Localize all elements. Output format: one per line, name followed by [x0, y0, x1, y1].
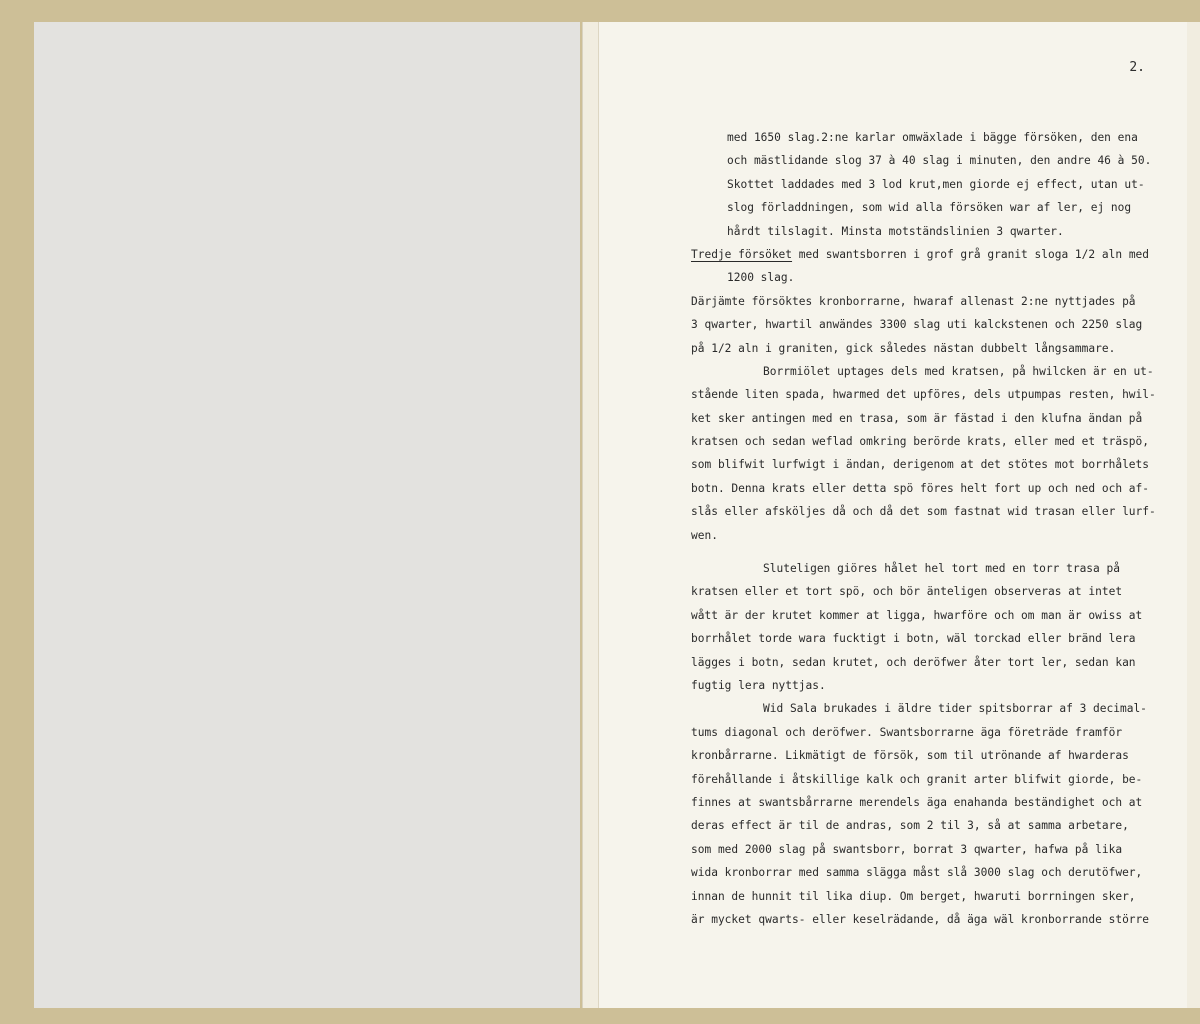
paragraph-gap — [691, 547, 1161, 557]
text-line-content: kronbårrarne. Likmätigt de försök, som til utrönande af hwarderas — [691, 749, 1129, 763]
left-page-bleed-through — [184, 92, 564, 972]
text-line-content: lägges i botn, sedan krutet, och deröfwer åter tort ler, sedan kan — [691, 655, 1136, 669]
page-stack-edge — [582, 22, 599, 1008]
text-line-content: Skottet laddades med 3 lod krut,men giorde ej effect, utan ut- — [727, 177, 1145, 191]
text-line — [691, 477, 1161, 500]
text-line-content: 3 qwarter, hwartil anwändes 3300 slag uti kalckstenen och 2250 slag — [691, 318, 1143, 332]
text-line — [691, 861, 1161, 884]
text-line — [691, 838, 1161, 861]
text-line-content: med 1650 slag.2:ne karlar omwäxlade i bägge försöken, den ena — [727, 131, 1138, 144]
text-line — [691, 651, 1161, 674]
text-line — [691, 604, 1161, 627]
text-line-content: kratsen och sedan weflad omkring berörde krats, eller med et träspö, — [691, 435, 1150, 449]
text-line-content: med swantsborren i grof grå granit sloga 1/2 aln med — [792, 247, 1150, 261]
text-line-content: wått är der krutet kommer at ligga, hwarföre och om man är owiss at — [691, 608, 1143, 622]
text-line — [691, 337, 1161, 360]
typewritten-text — [691, 126, 1161, 931]
text-line-content: stående liten spada, hwarmed det upföres, dels utpumpas resten, hwil- — [691, 388, 1156, 402]
text-line — [691, 524, 1161, 547]
underlined-heading: Tredje försöket — [691, 247, 793, 261]
text-line — [691, 768, 1161, 791]
text-line — [691, 557, 1161, 580]
left-page — [34, 22, 580, 1008]
text-line — [691, 500, 1161, 523]
text-line-content: wida kronborrar med samma slägga måst slå 3000 slag och derutöfwer, — [691, 866, 1143, 880]
text-line-content: kratsen eller et tort spö, och bör änteligen observeras at intet — [691, 585, 1123, 599]
text-line-content: Borrmiölet uptages dels med kratsen, på hwilcken är en ut- — [763, 364, 1154, 378]
text-line — [691, 674, 1161, 697]
text-line-content: fugtig lera nyttjas. — [691, 678, 826, 692]
text-line-content: Sluteligen giöres hålet hel tort med en torr trasa på — [763, 562, 1120, 576]
text-line — [691, 360, 1161, 383]
text-line — [691, 313, 1161, 336]
text-line-content: hårdt tilslagit. Minsta motständslinien 3 qwarter. — [727, 224, 1064, 238]
text-line — [691, 721, 1161, 744]
page-stack-edge-right — [1186, 22, 1200, 1008]
text-line — [691, 814, 1161, 837]
text-line-content: som med 2000 slag på swantsborr, borrat 3 qwarter, hafwa på lika — [691, 842, 1123, 856]
text-line — [691, 196, 1161, 219]
text-line — [691, 453, 1161, 476]
text-line-content: Wid Sala brukades i äldre tider spitsborrar af 3 decimal- — [763, 702, 1147, 716]
text-line-content: och mästlidande slog 37 à 40 slag i minuten, den andre 46 à 50. — [727, 154, 1152, 168]
text-line — [691, 407, 1161, 430]
text-line — [691, 580, 1161, 603]
text-line — [691, 243, 1161, 266]
text-line-content: som blifwit lurfwigt i ändan, derigenom at det stötes mot borrhålets — [691, 458, 1150, 472]
text-line — [691, 266, 1161, 289]
text-line-content: finnes at swantsbårrarne merendels äga enahanda beständighet och at — [691, 795, 1143, 809]
right-page — [598, 22, 1187, 1008]
text-line — [691, 149, 1161, 172]
text-line-content: botn. Denna krats eller detta spö föres helt fort up och ned och af- — [691, 481, 1150, 495]
text-line-content: är mycket qwarts- eller keselrädande, då äga wäl kronborrande större — [691, 912, 1150, 926]
page-number: 2. — [1129, 60, 1145, 75]
text-line-content: förehållande i åtskillige kalk och granit arter blifwit giorde, be- — [691, 772, 1143, 786]
text-line — [691, 697, 1161, 720]
text-line-content: borrhålet torde wara fucktigt i botn, wäl torckad eller bränd lera — [691, 632, 1136, 646]
text-line-content: på 1/2 aln i graniten, gick således nästan dubbelt långsammare. — [691, 341, 1116, 355]
text-line — [691, 290, 1161, 313]
text-line-content: deras effect är til de andras, som 2 til 3, så at samma arbetare, — [691, 819, 1129, 833]
text-line-content: wen. — [691, 528, 718, 542]
text-line — [691, 430, 1161, 453]
text-line-content: ket sker antingen med en trasa, som är fästad i den klufna ändan på — [691, 411, 1143, 425]
text-line — [691, 173, 1161, 196]
text-line — [691, 744, 1161, 767]
text-line — [691, 908, 1161, 931]
text-line-content: Därjämte försöktes kronborrarne, hwaraf allenast 2:ne nyttjades på — [691, 294, 1136, 308]
text-line-content: 1200 slag. — [727, 271, 795, 285]
text-line — [691, 627, 1161, 650]
text-line-content: innan de hunnit til lika diup. Om berget, hwaruti borrningen sker, — [691, 889, 1136, 903]
text-line — [691, 126, 1161, 149]
text-line — [691, 220, 1161, 243]
text-line — [691, 791, 1161, 814]
text-line-content: slås eller afsköljes då och då det som fastnat wid trasan eller lurf- — [691, 505, 1156, 519]
text-line — [691, 383, 1161, 406]
text-line-content: tums diagonal och deröfwer. Swantsborrarne äga företräde framför — [691, 725, 1123, 739]
text-line — [691, 885, 1161, 908]
text-line-content: slog förladdningen, som wid alla försöken war af ler, ej nog — [727, 201, 1132, 215]
